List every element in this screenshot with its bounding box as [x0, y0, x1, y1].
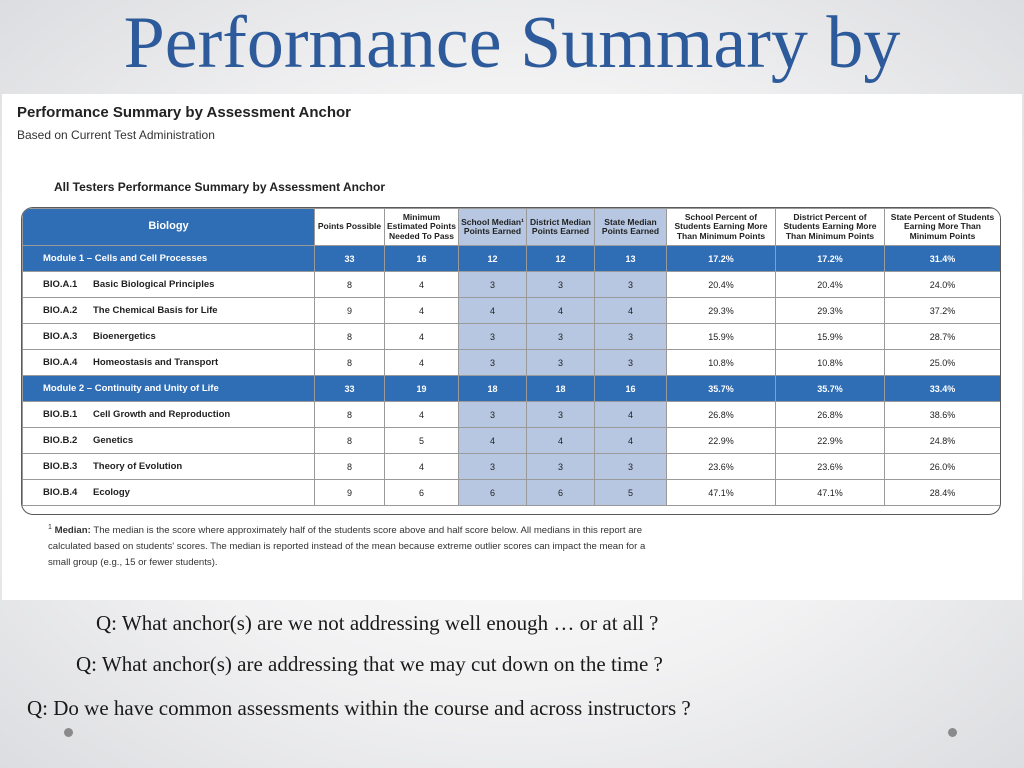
anchor-row: [23, 402, 1001, 428]
table-header-row: [23, 209, 1001, 246]
district-pct-cell: 20.4%: [776, 272, 885, 298]
school-pct-cell: 22.9%: [667, 428, 776, 454]
performance-table-container: [21, 207, 1001, 515]
min-points-cell: 6: [385, 480, 459, 506]
row-label-cell: [23, 246, 315, 272]
points-possible-cell: 9: [315, 480, 385, 506]
header-state-pct: State Percent of Students Earning More Than Minimum Points: [885, 209, 1001, 246]
anchor-code: BIO.A.4: [43, 357, 78, 368]
state-pct-cell: 26.0%: [885, 454, 1001, 480]
anchor-code: BIO.B.3: [43, 461, 78, 472]
school-median-cell: 3: [459, 324, 527, 350]
header-district-pct: District Percent of Students Earning More Than Minimum Points: [776, 209, 885, 246]
school-pct-cell: 26.8%: [667, 402, 776, 428]
school-median-cell: 6: [459, 480, 527, 506]
school-median-cell: 12: [459, 246, 527, 272]
state-median-cell: 4: [595, 402, 667, 428]
decorative-dot-left: [64, 728, 73, 737]
state-median-cell: 16: [595, 376, 667, 402]
school-median-cell: 3: [459, 272, 527, 298]
state-pct-cell: 37.2%: [885, 298, 1001, 324]
school-pct-cell: 23.6%: [667, 454, 776, 480]
anchor-code: BIO.A.3: [43, 331, 78, 342]
district-pct-cell: 26.8%: [776, 402, 885, 428]
anchor-row: [23, 350, 1001, 376]
anchor-name: Bioenergetics: [93, 331, 156, 342]
state-median-cell: 5: [595, 480, 667, 506]
district-median-cell: 4: [527, 298, 595, 324]
header-min-points: Minimum Estimated Points Needed To Pass: [385, 209, 459, 246]
anchor-row: [23, 324, 1001, 350]
performance-table: [22, 208, 1001, 506]
anchor-row: [23, 272, 1001, 298]
state-pct-cell: 38.6%: [885, 402, 1001, 428]
district-pct-cell: 17.2%: [776, 246, 885, 272]
school-median-cell: 3: [459, 454, 527, 480]
module-row: [23, 246, 1001, 272]
table-body: [23, 246, 1001, 506]
slide-title: Performance Summary by: [123, 2, 901, 84]
school-median-cell: 4: [459, 298, 527, 324]
state-median-cell: 3: [595, 454, 667, 480]
min-points-cell: 4: [385, 298, 459, 324]
state-pct-cell: 25.0%: [885, 350, 1001, 376]
anchor-row: [23, 454, 1001, 480]
state-pct-cell: 33.4%: [885, 376, 1001, 402]
row-label-cell: [23, 454, 315, 480]
points-possible-cell: 8: [315, 402, 385, 428]
state-pct-cell: 24.8%: [885, 428, 1001, 454]
header-state-median: State Median Points Earned: [595, 209, 667, 246]
row-label-cell: [23, 350, 315, 376]
district-median-cell: 3: [527, 402, 595, 428]
header-school-pct: School Percent of Students Earning More Than Minimum Points: [667, 209, 776, 246]
min-points-cell: 4: [385, 454, 459, 480]
school-pct-cell: 17.2%: [667, 246, 776, 272]
min-points-cell: 4: [385, 272, 459, 298]
anchor-name: Homeostasis and Transport: [93, 357, 219, 368]
header-subject: Biology: [23, 209, 315, 246]
district-median-cell: 3: [527, 350, 595, 376]
document-title: Performance Summary by Assessment Anchor: [17, 104, 352, 121]
row-label-cell: [23, 298, 315, 324]
state-median-cell: 4: [595, 428, 667, 454]
district-median-cell: 3: [527, 272, 595, 298]
min-points-cell: 4: [385, 350, 459, 376]
document-image: [2, 94, 1022, 600]
state-median-cell: 13: [595, 246, 667, 272]
anchor-row: [23, 480, 1001, 506]
district-pct-cell: 15.9%: [776, 324, 885, 350]
anchor-name: The Chemical Basis for Life: [93, 305, 218, 316]
decorative-dot-right: [948, 728, 957, 737]
anchor-name: Basic Biological Principles: [93, 279, 215, 290]
question-3: Q: Do we have common assessments within the course and across instructors ?: [27, 696, 691, 720]
anchor-code: BIO.A.1: [43, 279, 78, 290]
row-label-cell: [23, 272, 315, 298]
state-median-cell: 4: [595, 298, 667, 324]
district-pct-cell: 22.9%: [776, 428, 885, 454]
points-possible-cell: 33: [315, 376, 385, 402]
anchor-name: Theory of Evolution: [93, 461, 183, 472]
school-median-cell: 18: [459, 376, 527, 402]
district-median-cell: 4: [527, 428, 595, 454]
row-label-cell: [23, 480, 315, 506]
state-pct-cell: 28.4%: [885, 480, 1001, 506]
school-pct-cell: 35.7%: [667, 376, 776, 402]
state-pct-cell: 28.7%: [885, 324, 1001, 350]
district-pct-cell: 23.6%: [776, 454, 885, 480]
anchor-row: [23, 298, 1001, 324]
min-points-cell: 4: [385, 402, 459, 428]
footnote-text: The median is the score where approximately half of the students score above and half score below. All medians in this report are calculated based on students' scores. The median is reported instead of the mean because extreme outlier scores can impact the mean for a small group (e.g., 15 or fewer students).: [48, 525, 646, 569]
state-pct-cell: 24.0%: [885, 272, 1001, 298]
header-points-possible: Points Possible: [315, 209, 385, 246]
row-label-cell: [23, 428, 315, 454]
district-median-cell: 12: [527, 246, 595, 272]
anchor-name: Module 1 – Cells and Cell Processes: [43, 253, 208, 264]
min-points-cell: 16: [385, 246, 459, 272]
table-caption: All Testers Performance Summary by Assessment Anchor: [54, 180, 386, 194]
points-possible-cell: 33: [315, 246, 385, 272]
school-median-cell: 3: [459, 350, 527, 376]
district-pct-cell: 29.3%: [776, 298, 885, 324]
school-pct-cell: 20.4%: [667, 272, 776, 298]
module-row: [23, 376, 1001, 402]
district-median-cell: 18: [527, 376, 595, 402]
district-median-cell: 3: [527, 324, 595, 350]
row-label-cell: [23, 324, 315, 350]
footnote-term: Median:: [54, 525, 91, 537]
school-median-cell: 4: [459, 428, 527, 454]
anchor-code: BIO.B.2: [43, 435, 78, 446]
school-pct-cell: 47.1%: [667, 480, 776, 506]
school-pct-cell: 10.8%: [667, 350, 776, 376]
row-label-cell: [23, 402, 315, 428]
anchor-code: BIO.B.1: [43, 409, 78, 420]
state-pct-cell: 31.4%: [885, 246, 1001, 272]
header-school-median: School Median¹ Points Earned: [459, 209, 527, 246]
district-median-cell: 3: [527, 454, 595, 480]
anchor-name: Cell Growth and Reproduction: [93, 409, 231, 420]
question-2: Q: What anchor(s) are addressing that we may cut down on the time ?: [76, 652, 663, 676]
state-median-cell: 3: [595, 324, 667, 350]
row-label-cell: [23, 376, 315, 402]
district-median-cell: 6: [527, 480, 595, 506]
school-pct-cell: 15.9%: [667, 324, 776, 350]
points-possible-cell: 8: [315, 454, 385, 480]
district-pct-cell: 35.7%: [776, 376, 885, 402]
points-possible-cell: 8: [315, 272, 385, 298]
footnote: [48, 520, 648, 571]
state-median-cell: 3: [595, 350, 667, 376]
district-pct-cell: 10.8%: [776, 350, 885, 376]
min-points-cell: 5: [385, 428, 459, 454]
anchor-name: Module 2 – Continuity and Unity of Life: [43, 383, 219, 394]
state-median-cell: 3: [595, 272, 667, 298]
min-points-cell: 4: [385, 324, 459, 350]
min-points-cell: 19: [385, 376, 459, 402]
document-subtitle: Based on Current Test Administration: [17, 128, 215, 142]
points-possible-cell: 8: [315, 428, 385, 454]
school-pct-cell: 29.3%: [667, 298, 776, 324]
footnote-marker: 1: [48, 524, 52, 531]
points-possible-cell: 8: [315, 350, 385, 376]
points-possible-cell: 8: [315, 324, 385, 350]
anchor-name: Ecology: [93, 487, 130, 498]
question-1: Q: What anchor(s) are we not addressing well enough … or at all ?: [96, 611, 659, 635]
points-possible-cell: 9: [315, 298, 385, 324]
anchor-row: [23, 428, 1001, 454]
school-median-cell: 3: [459, 402, 527, 428]
anchor-name: Genetics: [93, 435, 134, 446]
header-district-median: District Median Points Earned: [527, 209, 595, 246]
anchor-code: BIO.A.2: [43, 305, 78, 316]
district-pct-cell: 47.1%: [776, 480, 885, 506]
anchor-code: BIO.B.4: [43, 487, 78, 498]
